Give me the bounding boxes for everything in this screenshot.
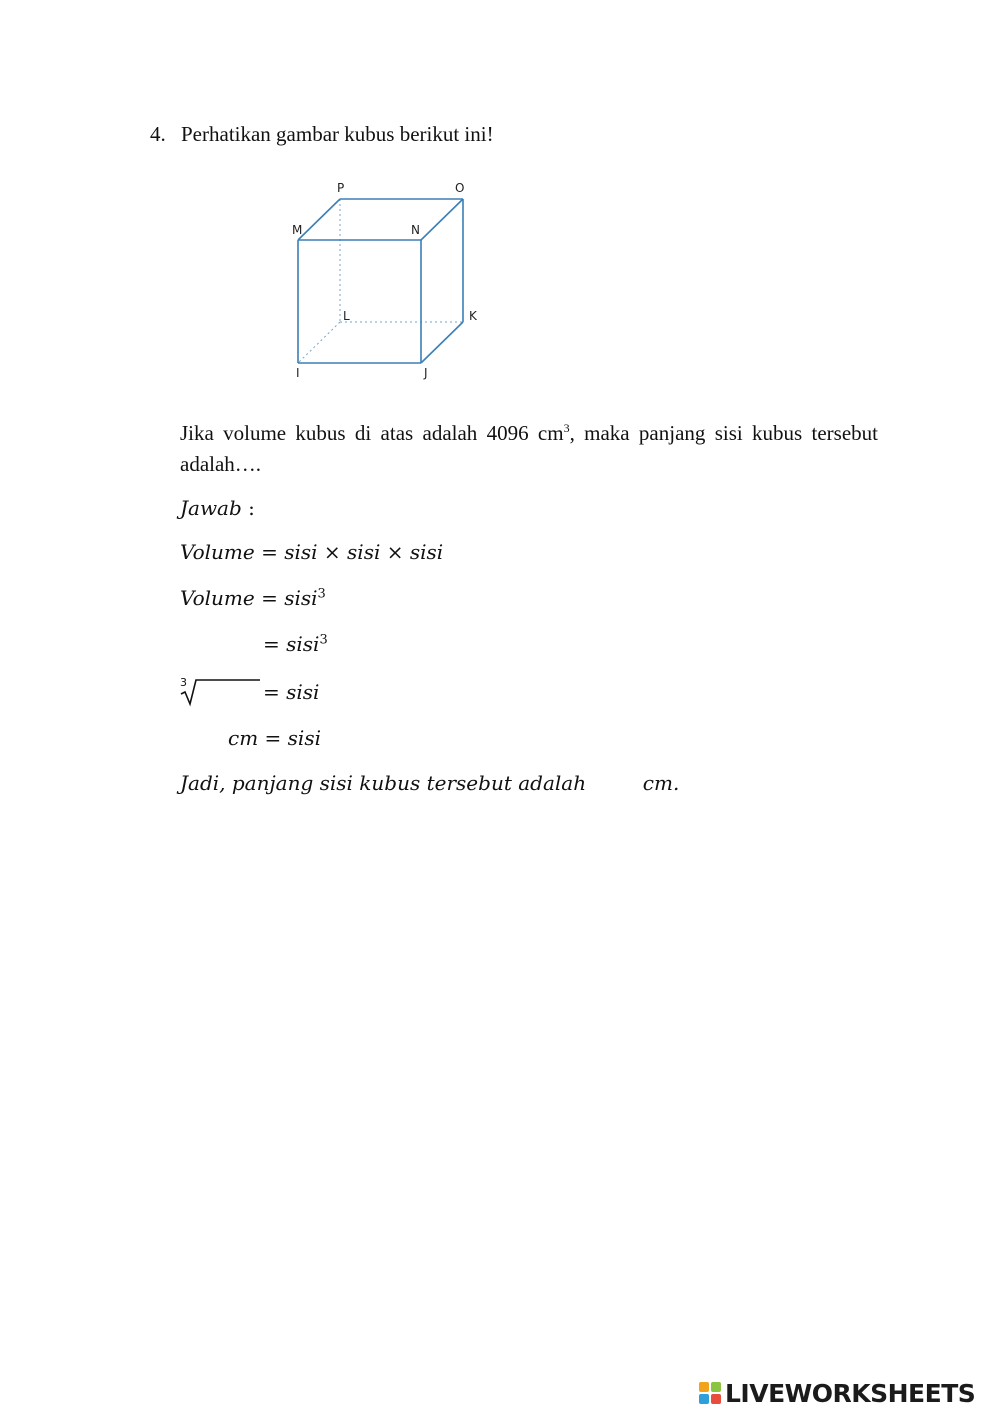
formula-5-rhs: sisi <box>287 726 321 750</box>
cube-figure <box>280 175 500 385</box>
formula-2-rhs: sisi <box>284 586 318 610</box>
vertex-label-i: I <box>296 366 300 380</box>
formula-1-term-1: sisi <box>284 540 318 564</box>
logo-square-2 <box>711 1382 721 1392</box>
formula-1-lhs: Volume <box>180 540 255 564</box>
conclusion-line <box>180 771 679 797</box>
question-title-text: Perhatikan gambar kubus berikut ini! <box>181 122 494 146</box>
jawab-text: Jawab <box>180 496 242 520</box>
cube-edge-on <box>421 199 463 240</box>
question-text <box>180 418 878 480</box>
formula-1-term-2: sisi <box>347 540 381 564</box>
formula-line-1 <box>180 540 443 564</box>
formula-line-2 <box>180 586 326 610</box>
logo-text: LIVEWORKSHEETS <box>725 1378 976 1408</box>
formula-5-unit: cm <box>228 726 259 750</box>
cube-edge-kj <box>421 322 463 363</box>
question-superscript: 3 <box>563 421 570 435</box>
formula-4-rhs: sisi <box>286 680 320 704</box>
logo-mark-icon <box>699 1382 721 1404</box>
question-text-part2: , maka panjang sisi kubus tersebut adalah…. <box>180 421 878 476</box>
conclusion-text: Jadi, panjang sisi kubus tersebut adalah <box>180 771 587 795</box>
volume-value-input[interactable] <box>184 628 254 654</box>
formula-line-5 <box>228 726 321 750</box>
vertex-label-o: O <box>455 181 465 195</box>
cube-edge-mp <box>298 199 340 240</box>
side-value-input[interactable] <box>180 723 225 749</box>
root-index: 3 <box>180 676 187 689</box>
conclusion-value-input[interactable] <box>592 773 636 797</box>
vertex-label-l: L <box>343 309 350 323</box>
formula-1-times-2: × <box>386 540 404 564</box>
vertex-label-k: K <box>469 309 477 323</box>
liveworksheets-logo <box>699 1376 975 1410</box>
vertex-label-p: P <box>337 181 345 195</box>
vertex-label-m: M <box>292 223 303 237</box>
logo-square-3 <box>699 1394 709 1404</box>
vertex-label-n: N <box>411 223 420 237</box>
question-text-part1: Jika volume kubus di atas adalah 4096 cm <box>180 421 564 445</box>
cube-root-expression <box>180 676 262 708</box>
formula-1-eq: = <box>261 540 278 564</box>
formula-3-eq: = <box>263 632 280 656</box>
logo-square-1 <box>699 1382 709 1392</box>
formula-line-3 <box>263 632 328 656</box>
jawab-colon: : <box>248 496 255 520</box>
formula-3-exponent: 3 <box>319 632 328 648</box>
conclusion-unit: cm. <box>642 771 680 795</box>
cube-hidden-edge-li <box>298 322 340 363</box>
root-value-input[interactable] <box>196 683 258 709</box>
formula-1-term-3: sisi <box>409 540 444 564</box>
jawab-label <box>180 496 255 520</box>
logo-square-4 <box>711 1394 721 1404</box>
question-title <box>150 122 494 147</box>
formula-line-4 <box>263 680 319 704</box>
formula-1-times-1: × <box>323 540 341 564</box>
vertex-label-j: J <box>424 366 428 380</box>
formula-4-eq: = <box>263 680 280 704</box>
formula-2-lhs: Volume <box>180 586 255 610</box>
question-number: 4. <box>150 122 166 146</box>
formula-3-rhs: sisi <box>286 632 320 656</box>
formula-5-eq: = <box>264 726 282 750</box>
formula-2-exponent: 3 <box>317 586 326 602</box>
formula-2-eq: = <box>261 586 278 610</box>
